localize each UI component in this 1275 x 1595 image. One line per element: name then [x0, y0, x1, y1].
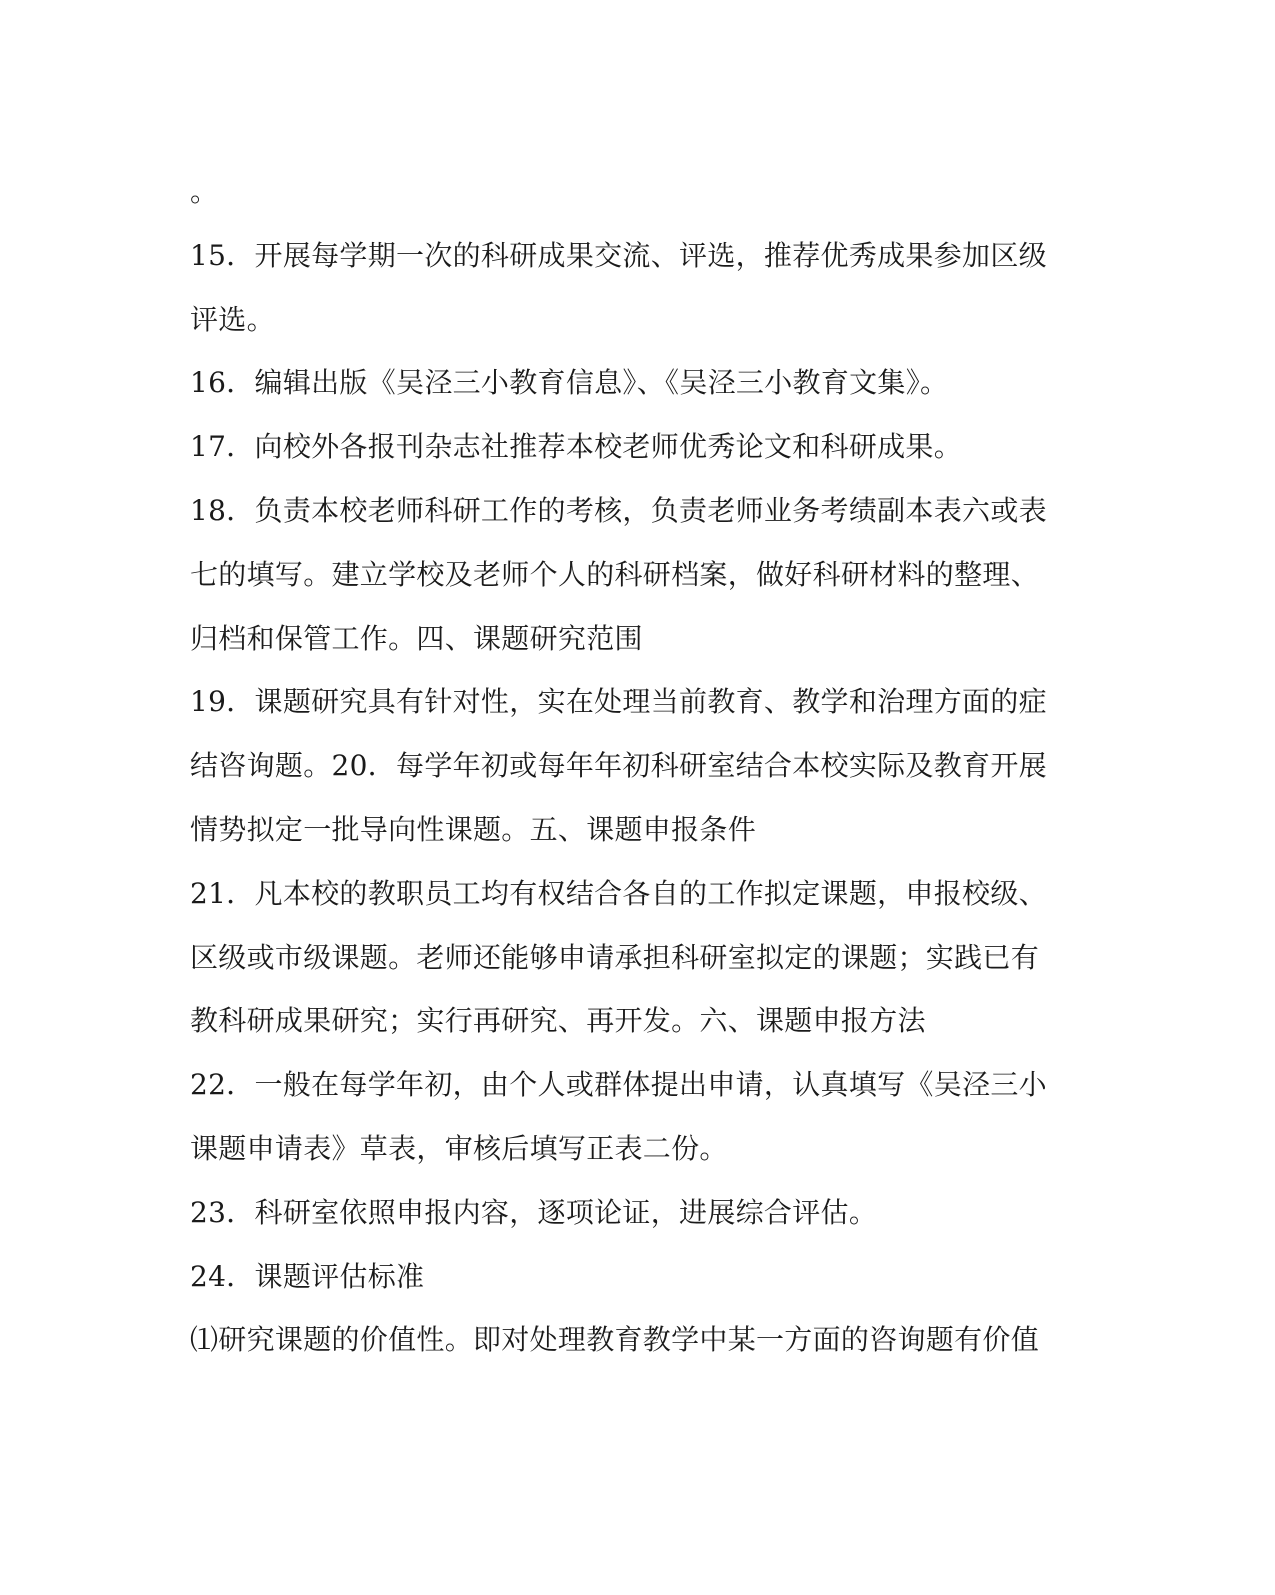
text-line: 。 [190, 175, 219, 208]
text-line: 19．课题研究具有针对性，实在处理当前教育、教学和治理方面的症 [190, 685, 1047, 719]
body-text [190, 160, 1060, 1372]
text-line: 情势拟定一批导向性课题。五、课题申报条件 [190, 812, 757, 846]
text-line: 七的填写。建立学校及老师个人的科研档案，做好科研材料的整理、 [190, 557, 1040, 591]
text-line: 23．科研室依照申报内容，逐项论证，进展综合评估。 [190, 1195, 878, 1229]
text-line: 区级或市级课题。老师还能够申请承担科研室拟定的课题；实践已有 [190, 940, 1040, 974]
text-line: 归档和保管工作。四、课题研究范围 [190, 621, 643, 655]
text-line: 21．凡本校的教职员工均有权结合各自的工作拟定课题，申报校级、 [190, 876, 1047, 910]
text-line: ⑴研究课题的价值性。即对处理教育教学中某一方面的咨询题有价值 [190, 1323, 1040, 1357]
text-line: 评选。 [190, 302, 275, 336]
text-line: 16．编辑出版《吴泾三小教育信息》、《吴泾三小教育文集》。 [190, 366, 949, 400]
text-line: 教科研成果研究；实行再研究、再开发。六、课题申报方法 [190, 1004, 926, 1038]
text-line: 22．一般在每学年初，由个人或群体提出申请，认真填写《吴泾三小 [190, 1068, 1047, 1102]
text-line: 15．开展每学期一次的科研成果交流、评选，推荐优秀成果参加区级 [190, 238, 1047, 272]
text-line: 17．向校外各报刊杂志社推荐本校老师优秀论文和科研成果。 [190, 430, 963, 464]
text-line: 24．课题评估标准 [190, 1259, 425, 1293]
text-line: 结咨询题。20．每学年初或每年年初科研室结合本校实际及教育开展 [190, 749, 1047, 783]
text-line: 18．负责本校老师科研工作的考核，负责老师业务考绩副本表六或表 [190, 493, 1047, 527]
text-line: 课题申请表》草表，审核后填写正表二份。 [190, 1131, 728, 1165]
